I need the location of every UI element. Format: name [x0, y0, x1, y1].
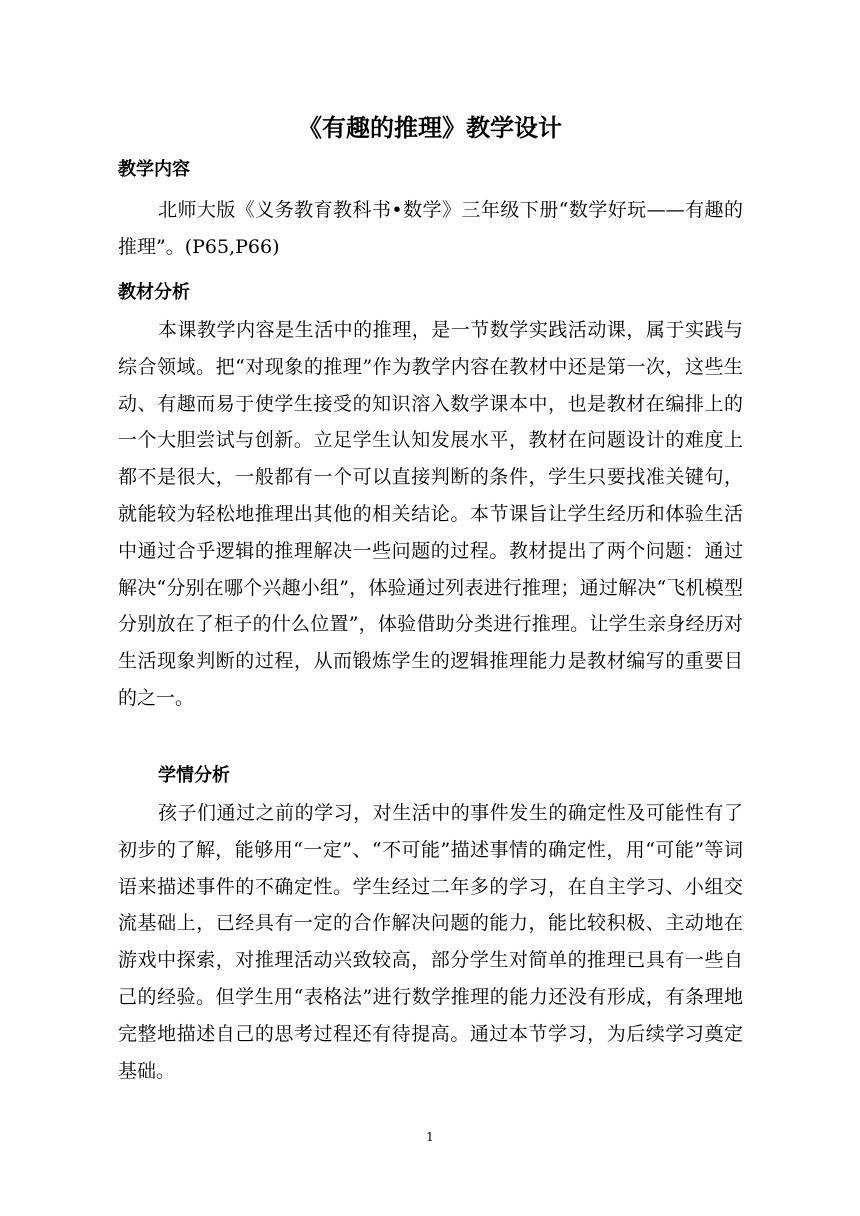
section-text-material-analysis: 本课教学内容是生活中的推理，是一节数学实践活动课，属于实践与综合领域。把“对现象的推理”作为教学内容在教材中还是第一次，这些生动、有趣而易于使学生接受的知识溶入数学课本中，也是教材在编排上的一个大胆尝试与创新。立足学生认知发展水平，教材在问题设计的难度上都不是很大，一般都有一个可以直接判断的条件，学生只要找准关键句，就能较为轻松地推理出其他的相关结论。本节课旨让学生经历和体验生活中通过合乎逻辑的推理解决一些问题的过程。教材提出了两个问题：通过解决“分别在哪个兴趣小组”，体验通过列表进行推理；通过解决“飞机模型分别放在了柜子的什么位置”，体验借助分类进行推理。让学生亲身经历对生活现象判断的过程，从而锻炼学生的逻辑推理能力是教材编写的重要目的之一。: [118, 319, 743, 709]
document-title: 《有趣的推理》教学设计: [298, 114, 562, 142]
page-number: 1: [426, 1130, 434, 1144]
section-heading-material-analysis: 教材分析: [118, 282, 190, 303]
section-heading-student-analysis: 学情分析: [158, 765, 230, 786]
section-heading-teaching-content: 教学内容: [118, 159, 190, 180]
section-text-student-analysis: 孩子们通过之前的学习，对生活中的事件发生的确定性及可能性有了初步的了解，能够用“一定”、“不可能”描述事情的确定性，用“可能”等词语来描述事件的不确定性。学生经过二年多的学习，在自主学习、小组交流基础上，已经具有一定的合作解决问题的能力，能比较积极、主动地在游戏中探索，对推理活动兴致较高，部分学生对简单的推理已具有一些自己的经验。但学生用“表格法”进行数学推理的能力还没有形成，有条理地完整地描述自己的思考过程还有待提高。通过本节学习，为后续学习奠定基础。: [118, 802, 743, 1082]
section-text-teaching-content: 北师大版《义务教育教科书•数学》三年级下册“数学好玩——有趣的推理”。(P65,P66): [118, 199, 743, 258]
